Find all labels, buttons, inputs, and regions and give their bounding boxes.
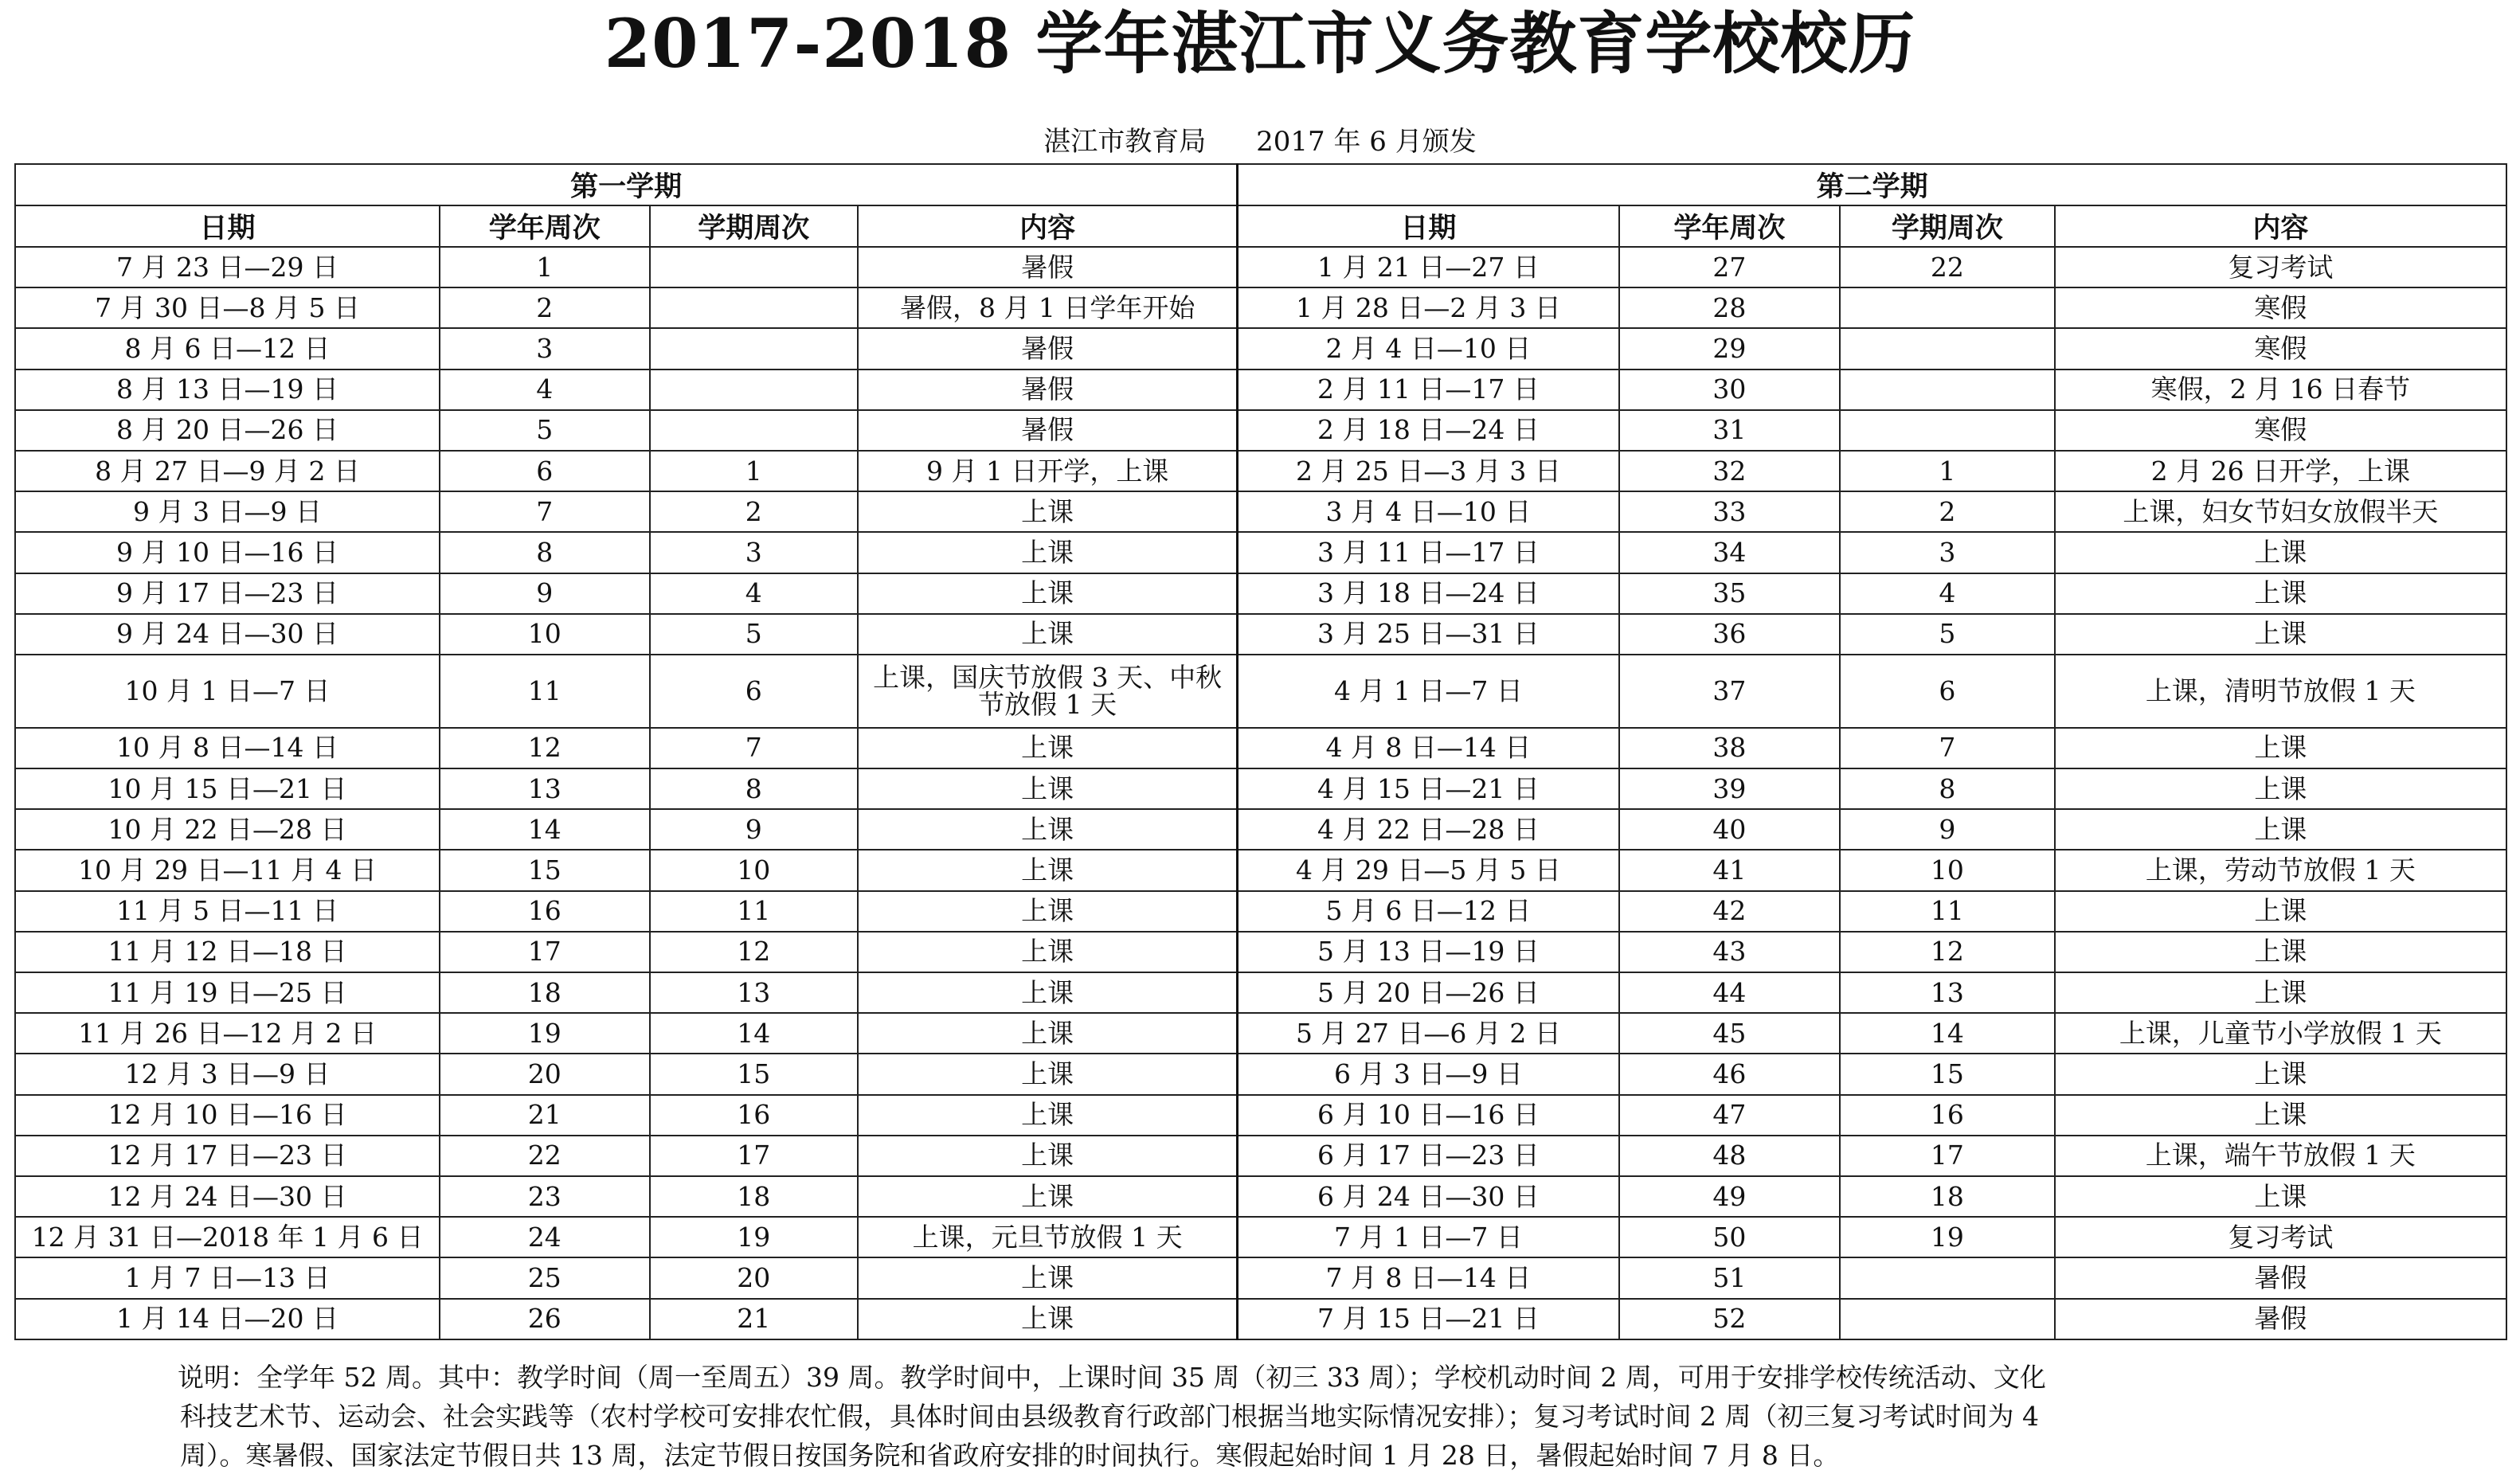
second-term-year-week: 40 [1619,809,1841,850]
first-term-content: 上课 [858,1176,1238,1217]
second-term-year-week: 38 [1619,728,1841,768]
col-header-content: 内容 [2055,205,2506,247]
second-term-year-week: 41 [1619,850,1841,890]
second-term-date: 3 月 4 日—10 日 [1238,491,1619,532]
first-term-content: 上课 [858,728,1238,768]
second-term-date: 1 月 28 日—2 月 3 日 [1238,287,1619,328]
second-term-term-week: 4 [1840,573,2055,614]
first-term-date: 7 月 23 日—29 日 [15,247,440,287]
first-term-date: 8 月 13 日—19 日 [15,370,440,410]
second-term-content: 上课 [2055,532,2506,573]
first-term-term-week: 1 [650,451,859,491]
col-header-date: 日期 [1238,205,1619,247]
first-term-term-week: 16 [650,1095,859,1136]
first-term-term-week [650,328,859,369]
first-term-year-week: 15 [440,850,650,890]
second-term-year-week: 35 [1619,573,1841,614]
first-term-year-week: 8 [440,532,650,573]
second-term-content: 上课，妇女节妇女放假半天 [2055,491,2506,532]
first-term-year-week: 26 [440,1299,650,1339]
first-term-year-week: 25 [440,1257,650,1298]
first-term-date: 9 月 17 日—23 日 [15,573,440,614]
first-term-year-week: 23 [440,1176,650,1217]
first-term-year-week: 12 [440,728,650,768]
table-row [15,972,2506,1013]
second-term-date: 6 月 24 日—30 日 [1238,1176,1619,1217]
table-row [15,768,2506,809]
issue-date: 2017 年 6 月颁发 [1256,126,1477,158]
table-row [15,1176,2506,1217]
second-term-year-week: 31 [1619,410,1841,451]
second-term-content: 上课，端午节放假 1 天 [2055,1136,2506,1176]
table-row [15,451,2506,491]
second-term-date: 7 月 15 日—21 日 [1238,1299,1619,1339]
first-term-term-week: 3 [650,532,859,573]
first-term-year-week: 10 [440,614,650,655]
second-term-term-week [1840,410,2055,451]
second-term-content: 上课 [2055,1054,2506,1094]
first-term-date: 8 月 20 日—26 日 [15,410,440,451]
second-term-content: 暑假 [2055,1257,2506,1298]
note-line: 周）。寒暑假、国家法定节假日共 13 周，法定节假日按国务院和省政府安排的时间执行。寒假起始时间 1 月 28 日，暑假起始时间 7 月 8 日。 [180,1440,1840,1471]
second-term-date: 4 月 8 日—14 日 [1238,728,1619,768]
second-term-date: 4 月 1 日—7 日 [1238,655,1619,728]
first-term-content: 上课 [858,1095,1238,1136]
second-term-date: 4 月 29 日—5 月 5 日 [1238,850,1619,890]
first-term-date: 7 月 30 日—8 月 5 日 [15,287,440,328]
first-term-year-week: 13 [440,768,650,809]
first-term-year-week: 22 [440,1136,650,1176]
second-term-date: 3 月 18 日—24 日 [1238,573,1619,614]
second-term-year-week: 39 [1619,768,1841,809]
second-term-year-week: 27 [1619,247,1841,287]
second-term-year-week: 51 [1619,1257,1841,1298]
first-term-content: 9 月 1 日开学，上课 [858,451,1238,491]
first-term-year-week: 7 [440,491,650,532]
first-term-term-week: 15 [650,1054,859,1094]
first-term-date: 8 月 27 日—9 月 2 日 [15,451,440,491]
first-term-year-week: 24 [440,1217,650,1257]
second-term-term-week [1840,1299,2055,1339]
second-term-content: 复习考试 [2055,247,2506,287]
first-term-term-week: 11 [650,891,859,932]
second-term-content: 上课 [2055,972,2506,1013]
col-header-term-week: 学期周次 [1840,205,2055,247]
col-header-date: 日期 [15,205,440,247]
first-term-content: 上课 [858,972,1238,1013]
second-term-year-week: 29 [1619,328,1841,369]
second-term-year-week: 43 [1619,932,1841,972]
table-row [15,655,2506,728]
first-term-content: 上课 [858,1136,1238,1176]
second-term-date: 2 月 25 日—3 月 3 日 [1238,451,1619,491]
first-term-date: 10 月 1 日—7 日 [15,655,440,728]
col-header-content: 内容 [858,205,1238,247]
table-row [15,410,2506,451]
second-term-year-week: 32 [1619,451,1841,491]
issuer-name: 湛江市教育局 [1043,126,1207,158]
first-term-content: 上课，元旦节放假 1 天 [858,1217,1238,1257]
second-term-content: 上课 [2055,573,2506,614]
note-line: 说明：全学年 52 周。其中：教学时间（周一至周五）39 周。教学时间中，上课时间 35 周（初三 33 周）；学校机动时间 2 周，可用于安排学校传统活动、文化 [178,1362,2046,1393]
first-term-date: 9 月 24 日—30 日 [15,614,440,655]
second-term-year-week: 30 [1619,370,1841,410]
first-term-year-week: 17 [440,932,650,972]
second-term-term-week: 12 [1840,932,2055,972]
second-term-date: 5 月 27 日—6 月 2 日 [1238,1013,1619,1054]
second-term-content: 上课 [2055,1095,2506,1136]
table-row [15,891,2506,932]
second-term-date: 5 月 13 日—19 日 [1238,932,1619,972]
second-term-year-week: 47 [1619,1095,1841,1136]
second-term-content: 暑假 [2055,1299,2506,1339]
first-term-term-week: 7 [650,728,859,768]
first-term-date: 10 月 15 日—21 日 [15,768,440,809]
first-term-term-week: 20 [650,1257,859,1298]
second-term-content: 复习考试 [2055,1217,2506,1257]
first-term-content: 上课，国庆节放假 3 天、中秋节放假 1 天 [858,655,1238,728]
first-term-content: 上课 [858,614,1238,655]
second-term-term-week: 14 [1840,1013,2055,1054]
first-term-date: 12 月 24 日—30 日 [15,1176,440,1217]
table-row [15,1136,2506,1176]
first-term-term-week [650,287,859,328]
second-term-date: 6 月 3 日—9 日 [1238,1054,1619,1094]
second-term-year-week: 36 [1619,614,1841,655]
first-term-date: 12 月 3 日—9 日 [15,1054,440,1094]
second-term-year-week: 49 [1619,1176,1841,1217]
second-term-content: 上课 [2055,891,2506,932]
second-term-date: 1 月 21 日—27 日 [1238,247,1619,287]
table-row [15,573,2506,614]
second-term-content: 寒假 [2055,287,2506,328]
table-row [15,287,2506,328]
second-term-term-week: 22 [1840,247,2055,287]
second-term-content: 上课 [2055,614,2506,655]
second-term-year-week: 33 [1619,491,1841,532]
first-term-term-week: 4 [650,573,859,614]
table-row [15,1054,2506,1094]
second-term-date: 2 月 11 日—17 日 [1238,370,1619,410]
first-term-content: 上课 [858,1257,1238,1298]
second-term-term-week: 2 [1840,491,2055,532]
first-term-date: 1 月 14 日—20 日 [15,1299,440,1339]
first-term-date: 11 月 5 日—11 日 [15,891,440,932]
first-term-term-week: 2 [650,491,859,532]
second-term-term-week [1840,370,2055,410]
second-term-date: 6 月 17 日—23 日 [1238,1136,1619,1176]
first-term-date: 10 月 29 日—11 月 4 日 [15,850,440,890]
col-header-year-week: 学年周次 [1619,205,1841,247]
first-term-year-week: 19 [440,1013,650,1054]
first-term-content: 上课 [858,850,1238,890]
first-term-content: 暑假 [858,370,1238,410]
first-term-date: 8 月 6 日—12 日 [15,328,440,369]
table-row [15,1217,2506,1257]
first-term-year-week: 18 [440,972,650,1013]
second-term-year-week: 37 [1619,655,1841,728]
second-term-year-week: 44 [1619,972,1841,1013]
second-term-date: 4 月 22 日—28 日 [1238,809,1619,850]
second-term-term-week: 3 [1840,532,2055,573]
second-term-year-week: 48 [1619,1136,1841,1176]
second-term-term-week: 6 [1840,655,2055,728]
second-term-term-week: 15 [1840,1054,2055,1094]
second-term-content: 上课 [2055,932,2506,972]
second-term-term-week [1840,328,2055,369]
second-term-content: 上课 [2055,768,2506,809]
second-term-term-week: 5 [1840,614,2055,655]
first-term-date: 11 月 12 日—18 日 [15,932,440,972]
first-term-content: 上课 [858,573,1238,614]
first-term-date: 9 月 3 日—9 日 [15,491,440,532]
first-term-term-week: 21 [650,1299,859,1339]
table-row [15,614,2506,655]
second-term-date: 4 月 15 日—21 日 [1238,768,1619,809]
first-term-date: 10 月 22 日—28 日 [15,809,440,850]
second-term-term-week: 13 [1840,972,2055,1013]
first-term-content: 上课 [858,491,1238,532]
second-term-year-week: 45 [1619,1013,1841,1054]
col-header-year-week: 学年周次 [440,205,650,247]
school-calendar-table [14,163,2507,1340]
calendar-body [15,247,2506,1339]
first-term-content: 上课 [858,532,1238,573]
first-term-year-week: 3 [440,328,650,369]
second-term-year-week: 28 [1619,287,1841,328]
second-term-content: 2 月 26 日开学，上课 [2055,451,2506,491]
second-term-term-week: 8 [1840,768,2055,809]
second-term-content: 寒假 [2055,328,2506,369]
first-term-content: 上课 [858,891,1238,932]
second-term-date: 5 月 20 日—26 日 [1238,972,1619,1013]
first-term-term-week: 18 [650,1176,859,1217]
first-term-year-week: 16 [440,891,650,932]
page-title: 2017-2018 学年湛江市义务教育学校校历 [604,4,1916,83]
first-term-term-week: 14 [650,1013,859,1054]
first-term-term-week: 6 [650,655,859,728]
table-row [15,491,2506,532]
second-term-term-week: 10 [1840,850,2055,890]
second-term-year-week: 42 [1619,891,1841,932]
first-term-year-week: 1 [440,247,650,287]
second-term-term-week: 18 [1840,1176,2055,1217]
first-term-year-week: 5 [440,410,650,451]
second-term-content: 上课 [2055,728,2506,768]
second-term-content: 上课 [2055,809,2506,850]
first-term-term-week: 5 [650,614,859,655]
second-term-date: 3 月 25 日—31 日 [1238,614,1619,655]
second-term-term-week: 1 [1840,451,2055,491]
issuer-line [0,124,2520,159]
second-term-year-week: 50 [1619,1217,1841,1257]
col-header-term-week: 学期周次 [650,205,859,247]
second-term-term-week: 9 [1840,809,2055,850]
first-term-content: 暑假 [858,328,1238,369]
second-term-term-week: 19 [1840,1217,2055,1257]
second-term-date: 2 月 4 日—10 日 [1238,328,1619,369]
table-row [15,932,2506,972]
first-term-date: 12 月 31 日—2018 年 1 月 6 日 [15,1217,440,1257]
first-term-term-week [650,410,859,451]
first-term-content: 上课 [858,1013,1238,1054]
first-term-year-week: 20 [440,1054,650,1094]
first-term-term-week: 12 [650,932,859,972]
second-term-year-week: 34 [1619,532,1841,573]
table-row [15,370,2506,410]
first-term-content: 暑假 [858,410,1238,451]
table-row [15,850,2506,890]
first-term-content: 暑假，8 月 1 日学年开始 [858,287,1238,328]
second-term-content: 寒假 [2055,410,2506,451]
first-term-term-week: 8 [650,768,859,809]
second-term-term-week: 7 [1840,728,2055,768]
first-term-term-week: 19 [650,1217,859,1257]
first-term-term-week [650,247,859,287]
second-term-date: 7 月 1 日—7 日 [1238,1217,1619,1257]
second-term-date: 3 月 11 日—17 日 [1238,532,1619,573]
first-term-term-week [650,370,859,410]
first-term-date: 12 月 17 日—23 日 [15,1136,440,1176]
table-row [15,1299,2506,1339]
first-term-year-week: 21 [440,1095,650,1136]
table-row [15,728,2506,768]
first-term-term-week: 13 [650,972,859,1013]
second-term-content: 上课，清明节放假 1 天 [2055,655,2506,728]
first-term-term-week: 10 [650,850,859,890]
first-term-content: 暑假 [858,247,1238,287]
second-term-term-week [1840,1257,2055,1298]
first-term-date: 1 月 7 日—13 日 [15,1257,440,1298]
second-term-term-week [1840,287,2055,328]
table-row [15,328,2506,369]
first-term-date: 11 月 19 日—25 日 [15,972,440,1013]
first-term-term-week: 17 [650,1136,859,1176]
notes [180,1358,2330,1475]
second-term-term-week: 11 [1840,891,2055,932]
first-term-year-week: 9 [440,573,650,614]
second-term-year-week: 46 [1619,1054,1841,1094]
second-term-date: 5 月 6 日—12 日 [1238,891,1619,932]
first-term-year-week: 2 [440,287,650,328]
first-term-header: 第一学期 [15,164,1238,205]
first-term-content: 上课 [858,932,1238,972]
first-term-year-week: 14 [440,809,650,850]
second-term-year-week: 52 [1619,1299,1841,1339]
first-term-content: 上课 [858,809,1238,850]
second-term-header: 第二学期 [1238,164,2506,205]
second-term-date: 2 月 18 日—24 日 [1238,410,1619,451]
second-term-term-week: 16 [1840,1095,2055,1136]
second-term-date: 7 月 8 日—14 日 [1238,1257,1619,1298]
table-row [15,247,2506,287]
second-term-content: 上课 [2055,1176,2506,1217]
first-term-year-week: 6 [440,451,650,491]
first-term-content: 上课 [858,1299,1238,1339]
second-term-content: 寒假，2 月 16 日春节 [2055,370,2506,410]
first-term-date: 12 月 10 日—16 日 [15,1095,440,1136]
second-term-term-week: 17 [1840,1136,2055,1176]
table-row [15,1257,2506,1298]
second-term-content: 上课，儿童节小学放假 1 天 [2055,1013,2506,1054]
table-row [15,532,2506,573]
first-term-term-week: 9 [650,809,859,850]
first-term-date: 10 月 8 日—14 日 [15,728,440,768]
table-row [15,809,2506,850]
first-term-content: 上课 [858,1054,1238,1094]
first-term-date: 11 月 26 日—12 月 2 日 [15,1013,440,1054]
table-row [15,1095,2506,1136]
table-row [15,1013,2506,1054]
note-line: 科技艺术节、运动会、社会实践等（农村学校可安排农忙假，具体时间由县级教育行政部门根据当地实际情况安排）；复习考试时间 2 周（初三复习考试时间为 4 [180,1401,2039,1432]
first-term-year-week: 11 [440,655,650,728]
first-term-date: 9 月 10 日—16 日 [15,532,440,573]
second-term-content: 上课，劳动节放假 1 天 [2055,850,2506,890]
first-term-content: 上课 [858,768,1238,809]
first-term-year-week: 4 [440,370,650,410]
second-term-date: 6 月 10 日—16 日 [1238,1095,1619,1136]
